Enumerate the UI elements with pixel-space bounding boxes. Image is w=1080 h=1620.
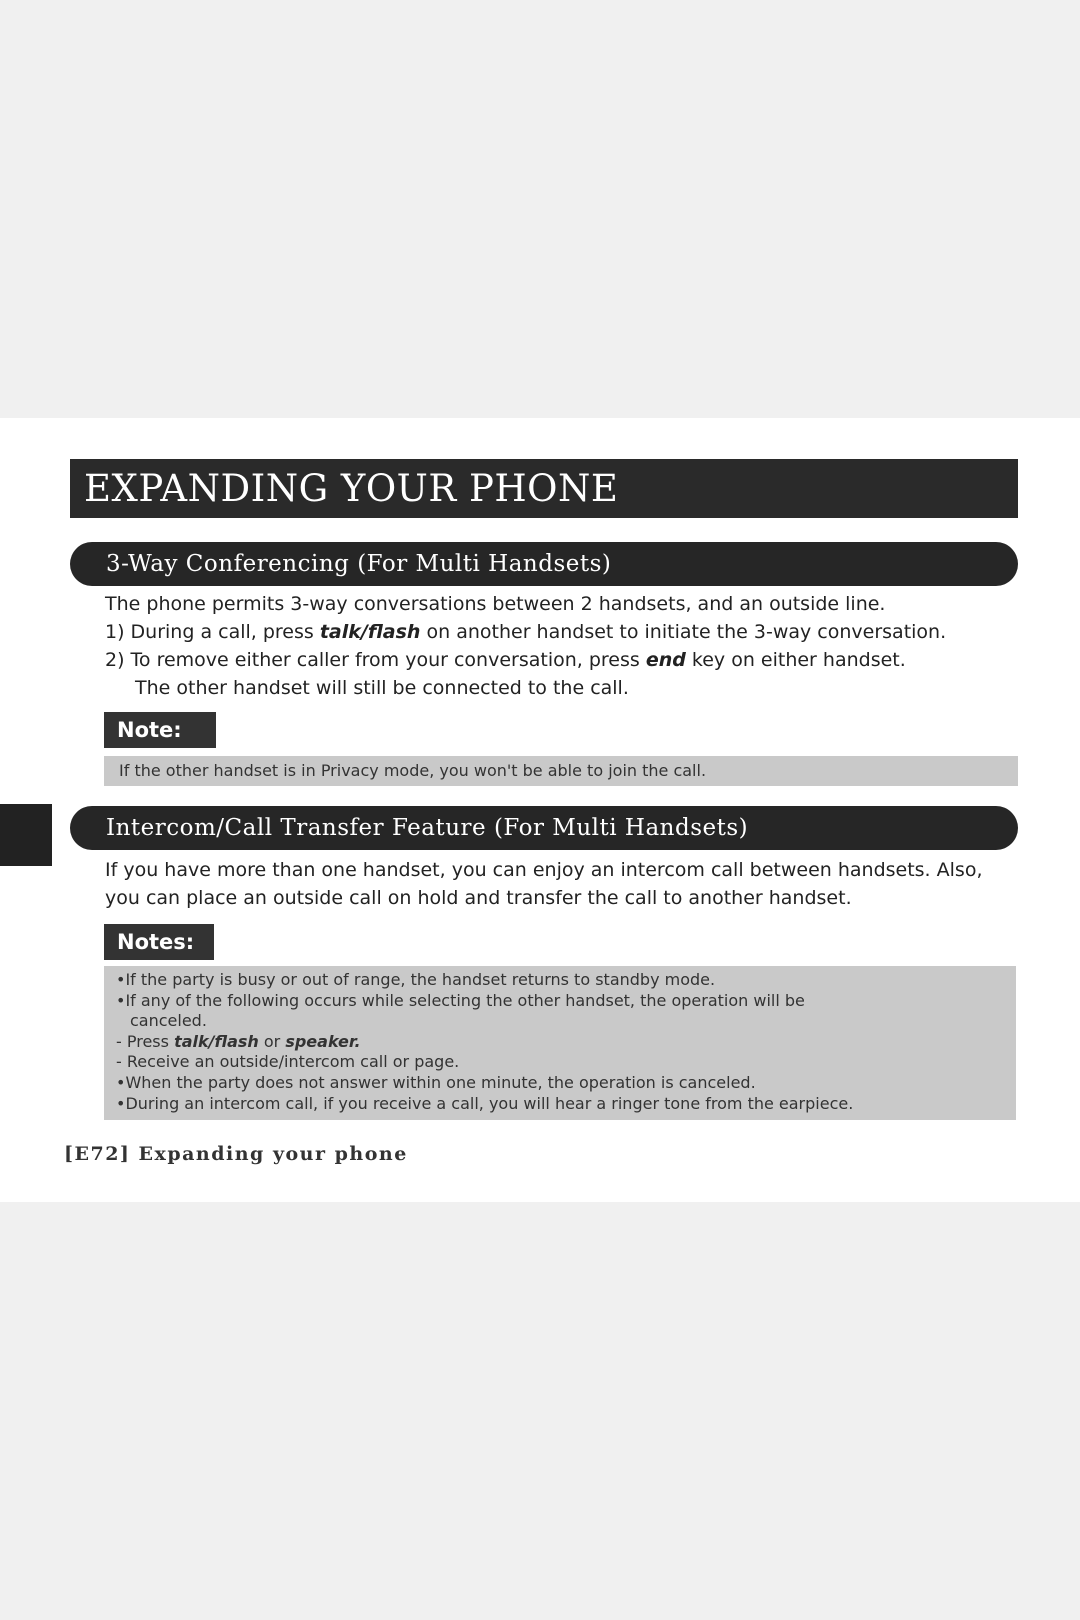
section-heading-intercom-transfer: Intercom/Call Transfer Feature (For Multi Handsets) — [70, 806, 1018, 850]
step1-text: 1) During a call, press — [105, 621, 320, 643]
press-text: - Press — [116, 1031, 175, 1051]
intercom-notes — [104, 966, 1016, 1120]
end-key: end — [645, 649, 686, 671]
section1-intro: The phone permits 3-way conversations between 2 handsets, and an outside line. — [105, 593, 886, 615]
section1-step2-continued: The other handset will still be connected to the call. — [135, 677, 629, 699]
step2-text: 2) To remove either caller from your conversation, press — [105, 649, 646, 671]
edge-index-tab — [0, 804, 52, 866]
section-heading-3-way-conferencing: 3-Way Conferencing (For Multi Handsets) — [70, 542, 1018, 586]
section2-intro-line2: you can place an outside call on hold and transfer the call to another handset. — [105, 887, 852, 909]
talk-flash-key: talk/flash — [174, 1031, 259, 1051]
note-receive-call: - Receive an outside/intercom call or page. — [116, 1052, 460, 1072]
page-footer: [E72] Expanding your phone — [64, 1143, 408, 1165]
speaker-key: speaker. — [285, 1031, 361, 1051]
note-cancel-continued: canceled. — [130, 1011, 207, 1031]
section2-intro-line1: If you have more than one handset, you can enjoy an intercom call between handsets. Also, — [105, 859, 983, 881]
note-label: Note: — [104, 712, 216, 748]
privacy-note: If the other handset is in Privacy mode, you won't be able to join the call. — [104, 756, 1018, 786]
page-title: EXPANDING YOUR PHONE — [70, 459, 1018, 518]
notes-label: Notes: — [104, 924, 214, 960]
note-ringer: •During an intercom call, if you receive a call, you will hear a ringer tone from the earpiece. — [116, 1093, 854, 1113]
section1-step2 — [105, 646, 1025, 674]
step1-text-end: on another handset to initiate the 3-way conversation. — [420, 621, 947, 643]
note-press-keys — [116, 1032, 1006, 1053]
section1-step1 — [105, 618, 1025, 646]
step2-text-end: key on either handset. — [685, 649, 906, 671]
or-text: or — [258, 1031, 286, 1051]
talk-flash-key: talk/flash — [319, 621, 421, 643]
note-cancel: •If any of the following occurs while selecting the other handset, the operation will be — [116, 990, 805, 1010]
note-busy: •If the party is busy or out of range, the handset returns to standby mode. — [116, 970, 716, 989]
note-no-answer: •When the party does not answer within one minute, the operation is canceled. — [116, 1072, 756, 1092]
section1-body — [105, 590, 1025, 702]
section2-body — [105, 856, 1025, 912]
